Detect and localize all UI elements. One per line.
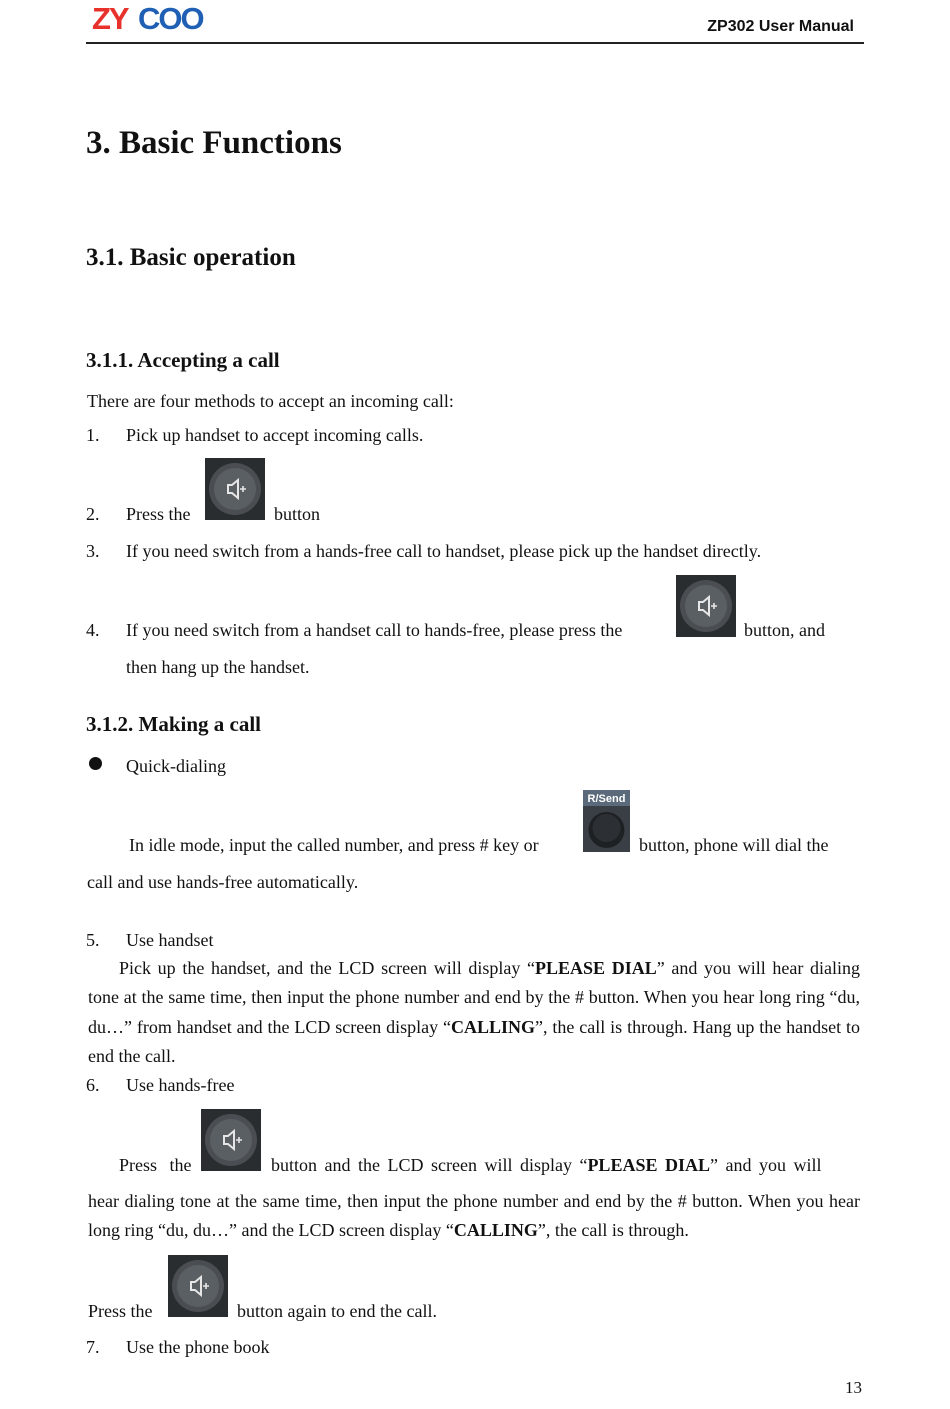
manual-title: ZP302 User Manual xyxy=(707,18,854,35)
bullet-text: Quick-dialing xyxy=(126,756,226,776)
speaker-button-icon xyxy=(205,458,265,520)
item-number: 5. xyxy=(86,930,100,950)
item-text: If you need switch from a hands-free call to handset, please pick up the handset directly. xyxy=(126,541,762,561)
item-number: 3. xyxy=(86,541,100,561)
item-number: 6. xyxy=(86,1075,100,1095)
quick-dial-continuation: call and use hands-free automatically. xyxy=(87,872,359,892)
speaker-button-icon xyxy=(168,1255,228,1317)
accepting-intro: There are four methods to accept an incoming call: xyxy=(87,391,454,411)
item-text: Press the xyxy=(126,504,191,524)
item-text: If you need switch from a handset call to hands-free, please press the xyxy=(126,620,623,640)
speaker-button-icon xyxy=(201,1109,261,1171)
press-again-text: button again to end the call. xyxy=(237,1301,437,1321)
item-text: button xyxy=(274,504,321,524)
handset-paragraph: Pick up the handset, and the LCD screen will display “PLEASE DIAL” and you will hear dialing tone at the same time, then input the phone number and end by the # button. When you hear long ring “du, du…” from handset and the LCD screen display “CALLING”, the call is through. Hang up the handset to end the call. xyxy=(88,958,860,1066)
item-number: 2. xyxy=(86,504,100,524)
page-number: 13 xyxy=(845,1378,862,1397)
item-title: Use hands-free xyxy=(126,1075,235,1095)
page-header xyxy=(86,0,864,44)
item-title: Use the phone book xyxy=(126,1337,270,1357)
item-text: Pick up handset to accept incoming calls. xyxy=(126,425,424,445)
chapter-title: 3. Basic Functions xyxy=(86,125,342,161)
item-number: 7. xyxy=(86,1337,100,1357)
item-continuation: then hang up the handset. xyxy=(126,657,310,677)
subsection-accepting-title: 3.1.1. Accepting a call xyxy=(86,348,280,372)
bullet-dot xyxy=(89,757,102,770)
handsfree-text: button and the LCD screen will display “PLEASE DIAL” and you will xyxy=(271,1155,822,1175)
item-title: Use handset xyxy=(126,930,214,950)
quick-dial-text: In idle mode, input the called number, and press # key or xyxy=(129,835,539,855)
svg-text:ZY: ZY xyxy=(92,3,128,33)
handsfree-paragraph: hear dialing tone at the same time, then input the phone number and end by the # button. When you hear long ring “du, du…” and the LCD screen display “CALLING”, the call is through. xyxy=(88,1191,860,1241)
quick-dial-text: button, phone will dial the xyxy=(639,835,829,855)
item-number: 1. xyxy=(86,425,100,445)
svg-text:COO: COO xyxy=(138,3,203,33)
press-again-text: Press the xyxy=(88,1301,153,1321)
speaker-button-icon xyxy=(676,575,736,637)
rsend-label: R/Send xyxy=(587,793,626,805)
zycoo-logo xyxy=(92,3,220,33)
rsend-button-icon xyxy=(583,790,630,852)
subsection-making-title: 3.1.2. Making a call xyxy=(86,712,262,736)
item-number: 4. xyxy=(86,620,100,640)
handsfree-text: Press the xyxy=(119,1155,192,1175)
item-text: button, and xyxy=(744,620,825,640)
section-title: 3.1. Basic operation xyxy=(86,244,296,271)
